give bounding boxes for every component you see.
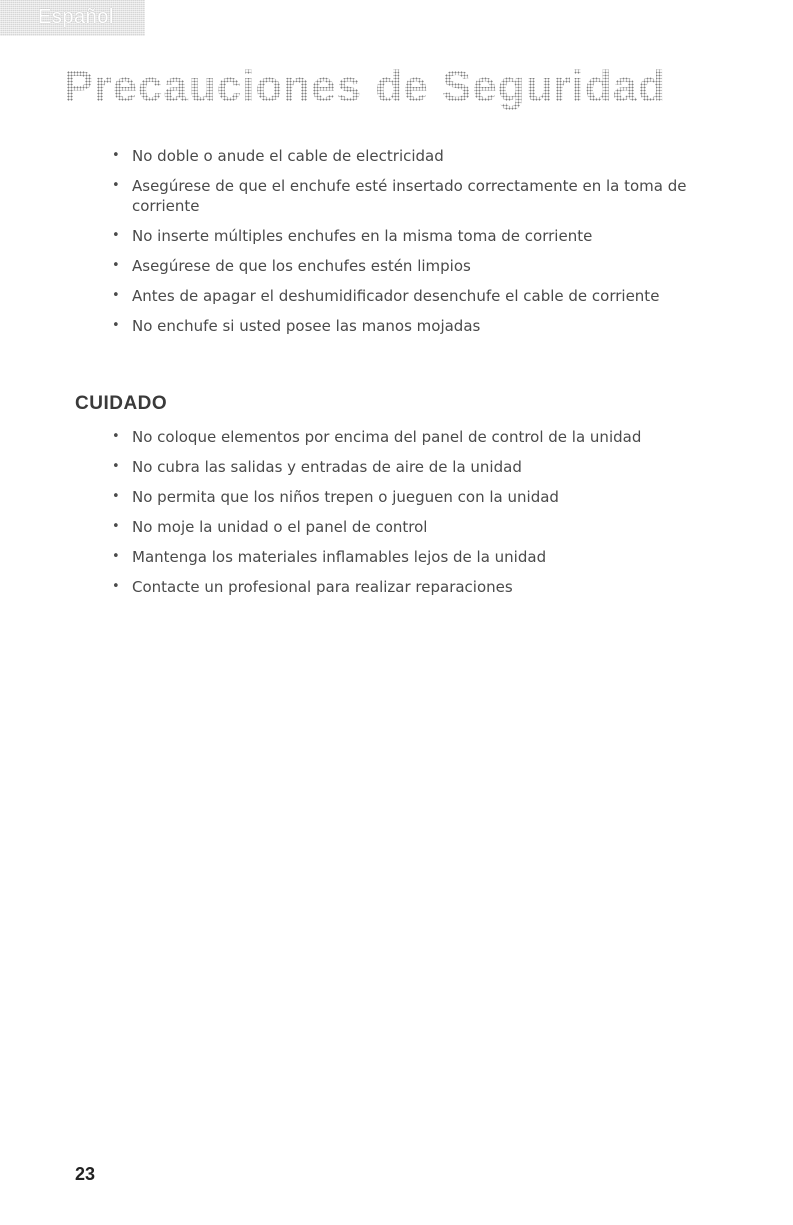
- page-number: 23: [75, 1164, 96, 1184]
- caution-heading: CUIDADO: [75, 393, 168, 414]
- list-item: • Mantenga los materiales inflamables lejos de la unidad: [112, 547, 712, 567]
- list-item: • No permita que los niños trepen o jueguen con la unidad: [112, 487, 712, 507]
- list-item: • No moje la unidad o el panel de control: [112, 517, 712, 537]
- language-tab: [0, 0, 145, 36]
- caution-list: [112, 427, 712, 607]
- list-item: • Asegúrese de que el enchufe esté insertado correctamente en la toma de corriente: [112, 176, 712, 216]
- list-item: • Antes de apagar el deshumidificador desenchufe el cable de corriente: [112, 286, 712, 306]
- safety-list: [112, 146, 712, 346]
- list-item: • No enchufe si usted posee las manos mojadas: [112, 316, 712, 336]
- list-item: • Asegúrese de que los enchufes estén limpios: [112, 256, 712, 276]
- language-tab-label: Español: [38, 6, 114, 28]
- list-item: • No doble o anude el cable de electricidad: [112, 146, 712, 166]
- page-title: Precauciones de Seguridad: [64, 62, 667, 111]
- list-item: • Contacte un profesional para realizar reparaciones: [112, 577, 712, 597]
- list-item: • No inserte múltiples enchufes en la misma toma de corriente: [112, 226, 712, 246]
- list-item: • No coloque elementos por encima del panel de control de la unidad: [112, 427, 712, 447]
- list-item: • No cubra las salidas y entradas de aire de la unidad: [112, 457, 712, 477]
